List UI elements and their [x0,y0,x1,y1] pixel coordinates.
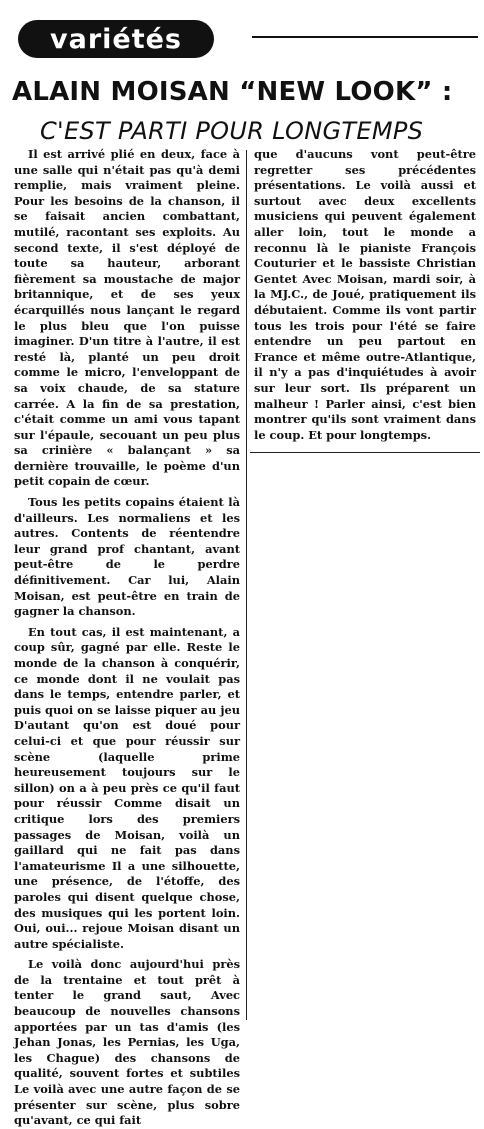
article-paragraph: Il est arrivé plié en deux, face à une salle qui n'était pas qu'à demi remplie, mais vraiment pleine. Pour les besoins de la chanson, il se faisait ancien combattant, mutilé, racontant ses exploits. Au second texte, il s'est déployé de toute sa hauteur, arborant fièrement sa moustache de major britannique, et de ses yeux écarquillés nous lançant le regard le plus bleu que l'on puisse imaginer. D'un titre à l'autre, il est resté là, planté un peu droit comme le micro, l'enveloppant de sa voix chaude, de sa stature carrée. A la fin de sa prestation, c'était comme un ami vous tapant sur l'épaule, secouant un peu plus sa crinière « balançant » sa dernière trouvaille, le poème d'un petit copain de cœur. [14,147,240,489]
column-separator [246,150,247,1020]
section-rubric-badge [18,20,214,58]
header-rule [252,36,478,38]
article-paragraph: que d'aucuns vont peut-être regretter ses précédentes présentations. Le voilà aussi et surtout avec deux excellents musiciens qui peuvent également aller loin, tout le monde a reconnu là le pianiste François Couturier et le bassiste Christian Gentet Avec Moisan, mardi soir, à la MJ.C., de Joué, pratiquement ils débutaient. Comme ils vont partir tous les trois pour l'été se faire entendre un peu partout en France et même outre-Atlantique, il n'y a pas d'inquiétudes à avoir sur leur sort. Ils préparent un malheur ! Parler ainsi, c'est bien montrer qu'ils sont vraiment dans le coup. Et pour longtemps. [254,147,476,442]
article-headline: ALAIN MOISAN “NEW LOOK” : [12,77,453,107]
article-paragraph: En tout cas, il est maintenant, a coup sûr, gagné par elle. Reste le monde de la chanson à conquérir, ce monde dont il ne voulait pas dans le temps, entendre parler, et puis quoi on se laisse piquer au jeu D'autant qu'on est doué pour celui-ci et que pour réussir sur scène (laquelle prime heureusement toujours sur le sillon) on a à peu près ce qu'il faut pour réussir Comme disait un critique lors des premiers passages de Moisan, voilà un gaillard qui ne fait pas dans l'amateurisme Il a une silhouette, une présence, de l'étoffe, des paroles qui disent quelque chose, des musiques qui les portent loin. Oui, oui... rejoue Moisan disant un autre spécialiste. [14,624,240,951]
article-subheadline: C'EST PARTI POUR LONGTEMPS [40,117,424,145]
article-paragraph: Le voilà donc aujourd'hui près de la trentaine et tout prêt à tenter le grand saut, Avec beaucoup de nouvelles chansons apportées par un tas d'amis (les Jehan Jonas, les Pernias, les Uga, les Chague) des chansons de qualité, souvent fortes et subtiles Le voilà avec une autre façon de se présenter sur scène, plus sobre qu'avant, ce qui fait [14,957,240,1128]
article-end-rule [250,452,480,453]
section-rubric-label: variétés [50,23,182,55]
article-column-right [254,147,476,447]
article-paragraph: Tous les petits copains étaient là d'ailleurs. Les normaliens et les autres. Contents de réentendre leur grand prof chantant, avant peut-être de le perdre définitivement. Car lui, Alain Moisan, est peut-être en train de gagner la chanson. [14,495,240,619]
article-column-left [14,147,240,1128]
